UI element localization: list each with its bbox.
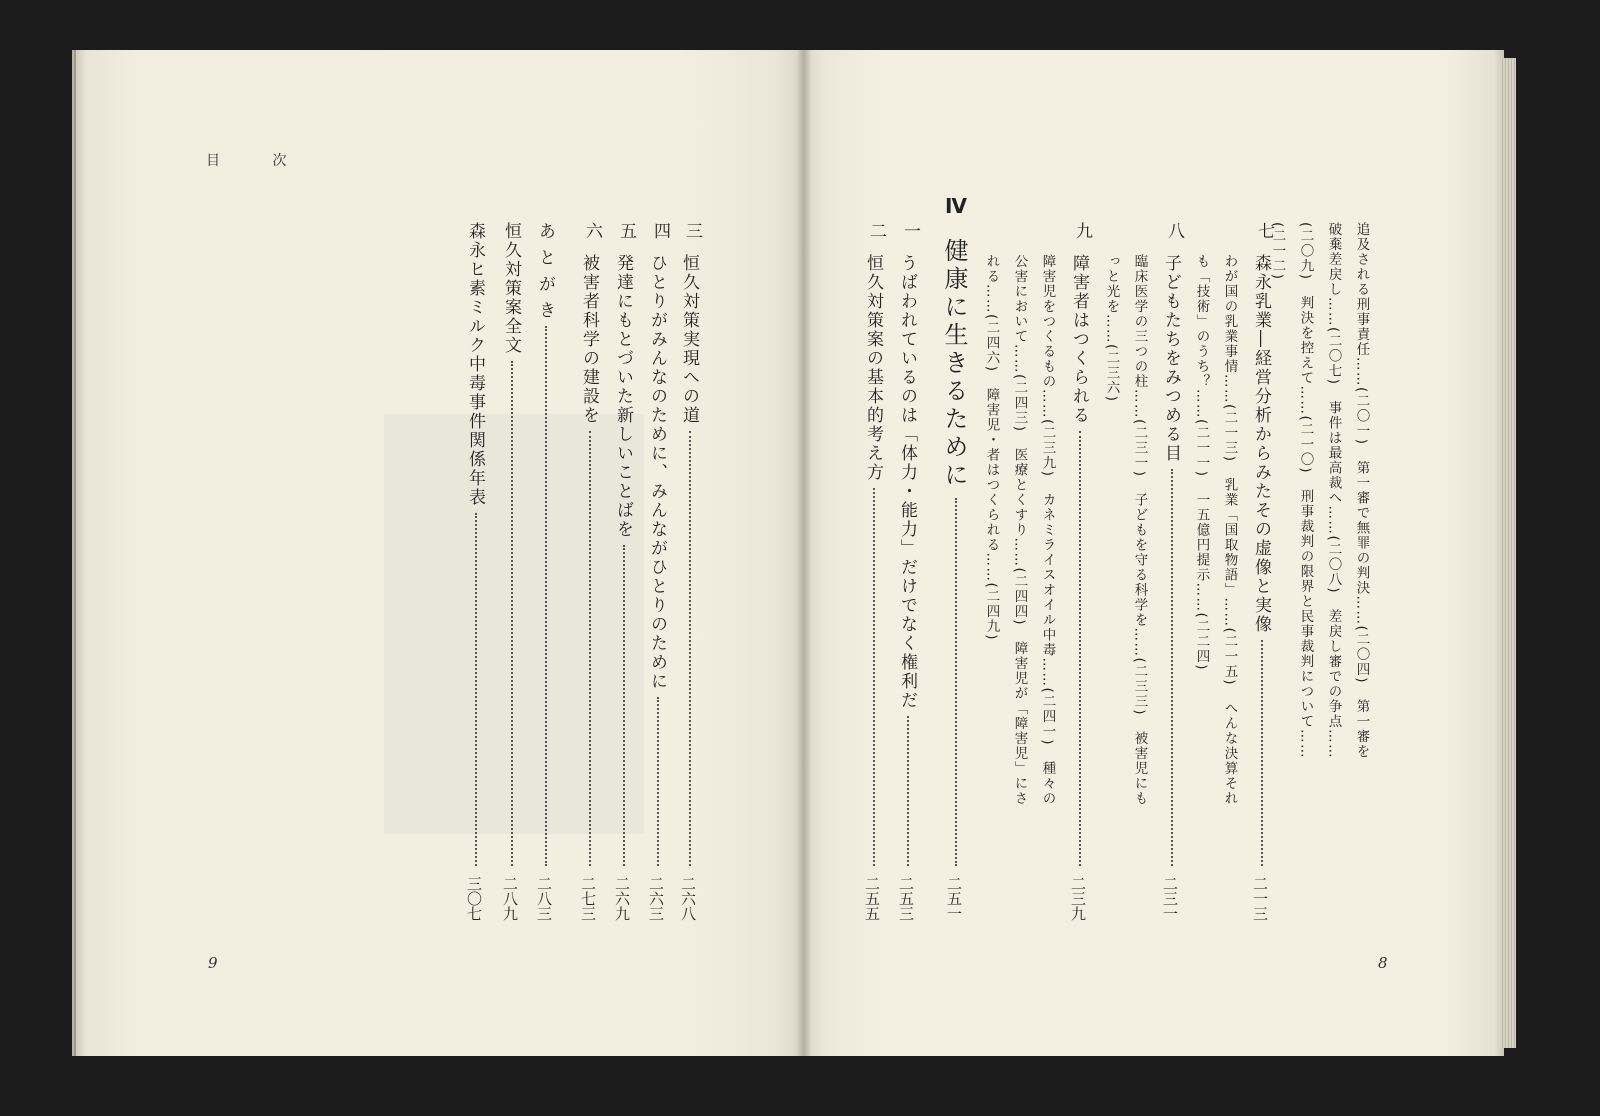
- part-entry-title: うばわれているのは「体力・能力」だけでなく権利だ: [897, 254, 917, 710]
- part-entry-title: 恒久対策案の基本的考え方: [863, 254, 883, 482]
- dot-leader: [907, 716, 909, 866]
- part-entry-number: 一: [900, 222, 920, 239]
- section-title: 子どもたちをみつめる目: [1161, 254, 1181, 463]
- section-sub-line: 臨床医学の三つの柱……(二三一) 子どもを守る科学を……(二三三) 被害児にも: [1131, 254, 1148, 807]
- section-sub-line: わが国の乳業事情……(二一三) 乳業「国取物語」……(二一五) へんな決算それ: [1221, 254, 1238, 807]
- book-spine: [796, 50, 812, 1056]
- toc-entry-page: 二六九: [613, 876, 631, 921]
- dot-leader: [1079, 431, 1081, 866]
- section-sub-line: れる……(二四六) 障害児・者はつくられる……(二四九): [983, 254, 1000, 642]
- toc-sub-line: 破棄差戻し……(二〇七) 事件は最高裁へ……(二〇八) 差戻し審での争点……: [1325, 222, 1342, 760]
- section-page: 二一三: [1251, 876, 1269, 921]
- dot-leader: [623, 545, 625, 866]
- section-number: 九: [1072, 222, 1092, 239]
- toc-entry-page: 二八三: [535, 876, 553, 921]
- running-head: 目 次: [206, 153, 311, 169]
- section-sub-line: 公害において……(二四三) 医療とくすり……(二四四) 障害児が「障害児」にさ: [1011, 254, 1028, 807]
- page-edges: [1500, 58, 1516, 1048]
- toc-entry-title: 恒久対策案全文: [501, 222, 521, 355]
- show-through-image: [384, 414, 644, 834]
- toc-entry-page: 二六八: [679, 876, 697, 921]
- dot-leader: [1171, 469, 1173, 866]
- section-title: 森永乳業―経営分析からみたその虚像と実像: [1251, 254, 1271, 634]
- dot-leader: [545, 326, 547, 866]
- part-page: 二五一: [945, 876, 963, 921]
- section-number: 七: [1254, 222, 1274, 239]
- part-entry-number: 二: [866, 222, 886, 239]
- section-page: 二三一: [1161, 876, 1179, 921]
- toc-entry-page: 二七三: [579, 876, 597, 921]
- toc-entry-title: 恒久対策実現への道: [679, 254, 699, 425]
- toc-entry-number: 五: [616, 222, 636, 239]
- toc-entry-number: 三: [682, 222, 702, 239]
- section-page: 二三九: [1069, 876, 1087, 921]
- dot-leader: [955, 498, 957, 866]
- toc-entry-number: 四: [650, 222, 670, 239]
- toc-entry-page: 三〇七: [465, 876, 483, 921]
- dot-leader: [657, 697, 659, 866]
- dot-leader: [511, 361, 513, 866]
- toc-entry-title: あ と が き: [535, 222, 555, 321]
- toc-entry-number: 六: [582, 222, 602, 239]
- section-sub-line: も「技術」のうち？……(二一一) 一五億円提示……(二二四): [1193, 254, 1210, 672]
- page-number-left: 9: [208, 954, 218, 972]
- toc-entry-title: 発達にもとづいた新しいことばを: [613, 254, 633, 539]
- toc-entry-title: 被害者科学の建設を: [579, 254, 599, 425]
- part-number: Ⅳ: [944, 194, 968, 220]
- dot-leader: [689, 431, 691, 866]
- toc-sub-line: (二〇九) 判決を控えて……(二一〇) 刑事裁判の限界と民事裁判について……: [1297, 222, 1314, 760]
- toc-sub-line: (二一二): [1269, 222, 1286, 281]
- dot-leader: [1261, 640, 1263, 866]
- section-sub-line: 障害児をつくるもの……(二三九) カネミライスオイル中毒……(二四一) 種々の: [1039, 254, 1056, 807]
- section-title: 障害者はつくられる: [1069, 254, 1089, 425]
- part-title: 健康に生きるために: [940, 238, 968, 490]
- dot-leader: [873, 488, 875, 866]
- toc-entry-page: 二六三: [647, 876, 665, 921]
- toc-sub-line: 追及される刑事責任……(二〇一) 第一審で無罪の判決……(二〇四) 第一審を: [1353, 222, 1370, 760]
- toc-entry-title: ひとりがみんなのために、みんながひとりのために: [647, 254, 667, 691]
- toc-entry-page: 二八九: [501, 876, 519, 921]
- dot-leader: [589, 431, 591, 866]
- part-entry-page: 二五三: [897, 876, 915, 921]
- toc-entry-title: 森永ヒ素ミルク中毒事件関係年表: [465, 222, 485, 507]
- section-number: 八: [1164, 222, 1184, 239]
- page-number-right: 8: [1378, 954, 1388, 972]
- dot-leader: [475, 513, 477, 866]
- section-sub-line: っと光を……(二三六): [1103, 254, 1120, 403]
- part-entry-page: 二五五: [863, 876, 881, 921]
